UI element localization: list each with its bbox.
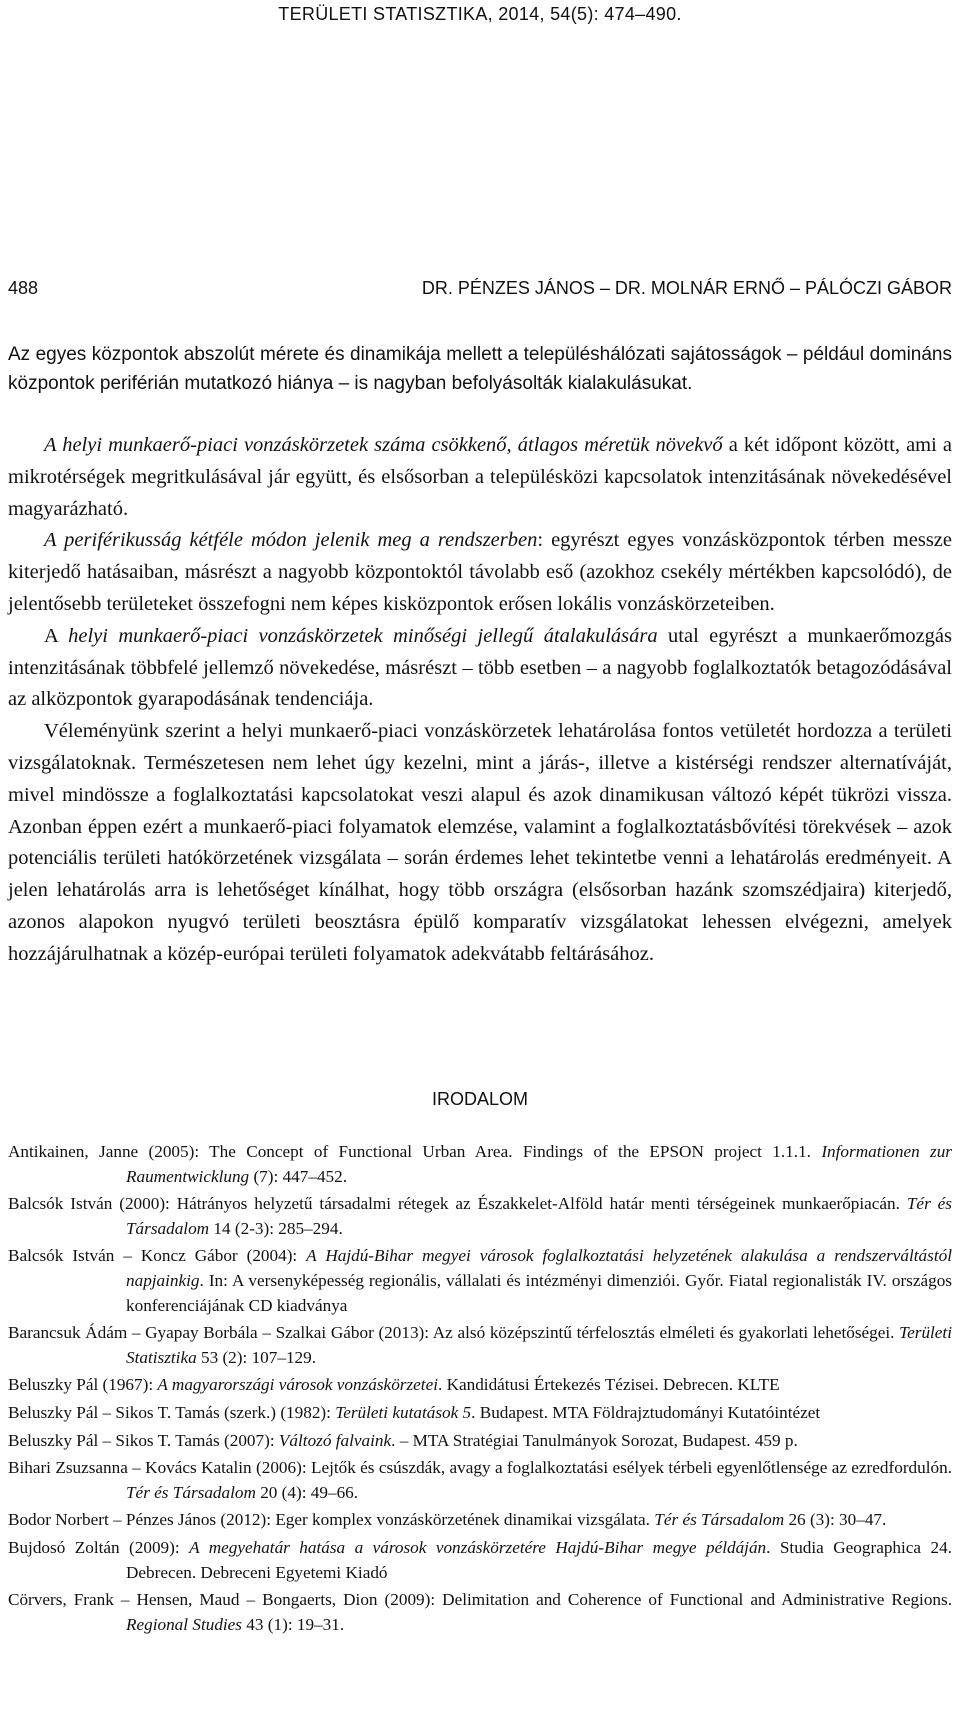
ref-source: Informationen zur Raumentwicklung [126,1142,952,1186]
ref-text: Antikainen, Janne (2005): The Concept of Functional Urban Area. Findings of the EPSON project 1.1.1. [8,1142,822,1161]
ref-text: . Budapest. MTA Földrajztudományi Kutatóintézet [471,1402,821,1422]
reference-item [8,1192,952,1241]
reference-item [8,1401,952,1426]
ref-source: A magyarországi városok vonzáskörzetei [157,1375,438,1395]
ref-source: Tér és Társadalom [654,1510,785,1530]
ref-text: Bujdosó Zoltán (2009): [8,1537,190,1557]
intro-paragraph: Az egyes központok abszolút mérete és dinamikája mellett a településhálózati sajátosságok – például domináns központok periférián mutatkozó hiánya – is nagyban befolyásolták kialakulásukat. [8,344,952,394]
ref-text: Beluszky Pál (1967): [8,1375,158,1395]
paragraph-3 [8,621,952,716]
ref-source: A Hajdú-Bihar megyei városok foglalkoztatási helyzetének alakulása a rendszerváltástól napjainkig [126,1246,952,1290]
emphasis: A helyi munkaerő-piaci vonzáskörzetek száma csökkenő, átlagos méretük növekvő [44,434,723,456]
ref-source: Változó falvaink [278,1430,392,1450]
ref-source: A megyehatár hatása a városok vonzáskörzetére Hajdú-Bihar megye példáján [189,1537,767,1557]
ref-text: (7): 447–452. [249,1166,348,1186]
reference-item [8,1536,952,1585]
page-number: 488 [8,278,39,298]
ref-text: . Studia Geographica 24. Debrecen. Debreceni Egyetemi Kiadó [126,1537,952,1582]
section-title: IRODALOM [431,1089,528,1109]
ref-text: 20 (4): 49–66. [255,1482,359,1502]
reference-item [8,1244,952,1318]
ref-source: Tér és Társadalom [126,1194,952,1238]
ref-text: Beluszky Pál – Sikos T. Tamás (2007): [8,1430,279,1450]
ref-text: Beluszky Pál – Sikos T. Tamás (szerk.) (1982): [8,1402,336,1422]
paragraph-text: : egyrészt egyes vonzásközpontok térben messze kiterjedő hatásaiban, másrészt a nagyobb központoktól távolabb eső (azokhoz csekély mértékben kapcsolódó), de jelentősebb területeket összefogni nem képes kisközpontok erősen lokális vonzáskörzeteiben. [8,529,953,615]
ref-source: Területi Statisztika [126,1323,952,1367]
reference-item [8,1373,952,1398]
paragraph-text: utal egyrészt a munkaerőmozgás intenzitásának többfelé jellemző növekedése, másrészt – több esetben – a nagyobb foglalkoztatók betagozódásával az alközpontok gyarapodásának tendenciája. [8,624,952,711]
ref-source: Területi kutatások 5 [335,1402,472,1422]
reference-item [8,1456,952,1505]
ref-text: 26 (3): 30–47. [784,1510,887,1530]
ref-text: . Kandidátusi Értekezés Tézisei. Debrecen. KLTE [437,1375,780,1395]
ref-source: Tér és Társadalom [126,1482,256,1502]
paragraph-4: Véleményünk szerint a helyi munkaerő-piaci vonzáskörzetek lehatárolása fontos vetületét hordozza a területi vizsgálatoknak. Természetesen nem lehet úgy kezelni, mint a járás-, illetve a kistérségi rendszer alternatíváját, mivel mindössze a foglalkoztatási kapcsolatokat veszi alapul és azok dinamikusan változó képét tükrözi vissza. Azonban éppen ezért a munkaerő-piaci folyamatok elemzése, valamint a foglalkoztatásbővítési törekvések – azok potenciális területi hatókörzetének vizsgálata – során érdemes lehet tekintetbe venni a lehatárolás eredményeit. A jelen lehatárolás arra is lehetőséget kínálhat, hogy több országra (elsősorban hazánk szomszédjaira) kiterjedő, azonos alapokon nyugvó területi beosztásra épülő komparatív vizsgálatokat lehessen elvégezni, amelyek hozzájárulhatnak a közép-európai területi folyamatok adekvátabb feltárásához. [8,720,952,965]
ref-text: . – MTA Stratégiai Tanulmányok Sorozat, Budapest. 459 p. [391,1430,798,1450]
paragraph-2 [8,525,952,620]
running-head-authors: DR. PÉNZES JÁNOS – DR. MOLNÁR ERNŐ – PÁLÓCZI GÁBOR [421,278,952,298]
reference-item [8,1508,952,1533]
body-text [8,430,952,971]
emphasis: helyi munkaerő-piaci vonzáskörzetek minőségi jellegű átalakulására [68,624,658,647]
paragraph-text: a két időpont között, ami a mikrotérségek megritkulásával jár együtt, és elsősorban a településközi kapcsolatok intenzitásának növekedésével magyarázható. [8,434,952,520]
ref-source: Regional Studies [126,1614,242,1634]
paragraph-1 [8,430,952,525]
ref-text: Balcsók István (2000): Hátrányos helyzetű társadalmi rétegek az Északkelet-Alföld határ menti térségeinek munkaerőpiacán. [8,1194,907,1214]
reference-list [8,1140,952,1640]
ref-text: Barancsuk Ádám – Gyapay Borbála – Szalkai Gábor (2013): Az alsó középszintű térfelosztás elméleti és gyakorlati lehetőségei. [8,1323,900,1343]
ref-text: 14 (2-3): 285–294. [209,1218,343,1238]
emphasis: A periférikusság kétféle módon jelenik meg a rendszerben [44,529,538,552]
reference-item [8,1429,952,1454]
reference-item [8,1321,952,1370]
ref-text: Bodor Norbert – Pénzes János (2012): Eger komplex vonzáskörzetének dinamikai vizsgálata. [8,1510,655,1530]
journal-header: TERÜLETI STATISZTIKA, 2014, 54(5): 474–490. [278,4,682,24]
paragraph-lead: A [44,624,69,647]
ref-text: . In: A versenyképesség regionális, vállalati és intézményi dimenziói. Győr. Fiatal regionalisták IV. országos konferenciájának CD kiadványa [126,1270,952,1315]
ref-text: 53 (2): 107–129. [196,1347,317,1367]
ref-text: Cörvers, Frank – Hensen, Maud – Bongaerts, Dion (2009): Delimitation and Coherence of Functional and Administrative Regions. [8,1590,952,1610]
reference-item [8,1140,952,1189]
ref-text: Balcsók István – Koncz Gábor (2004): [8,1246,307,1266]
reference-item [8,1588,952,1637]
ref-text: 43 (1): 19–31. [242,1614,345,1634]
ref-text: Bihari Zsuzsanna – Kovács Katalin (2006): Lejtők és csúszdák, avagy a foglalkoztatási esélyek térbeli egyenlőtlensége az ezredfordulón. [8,1458,952,1478]
